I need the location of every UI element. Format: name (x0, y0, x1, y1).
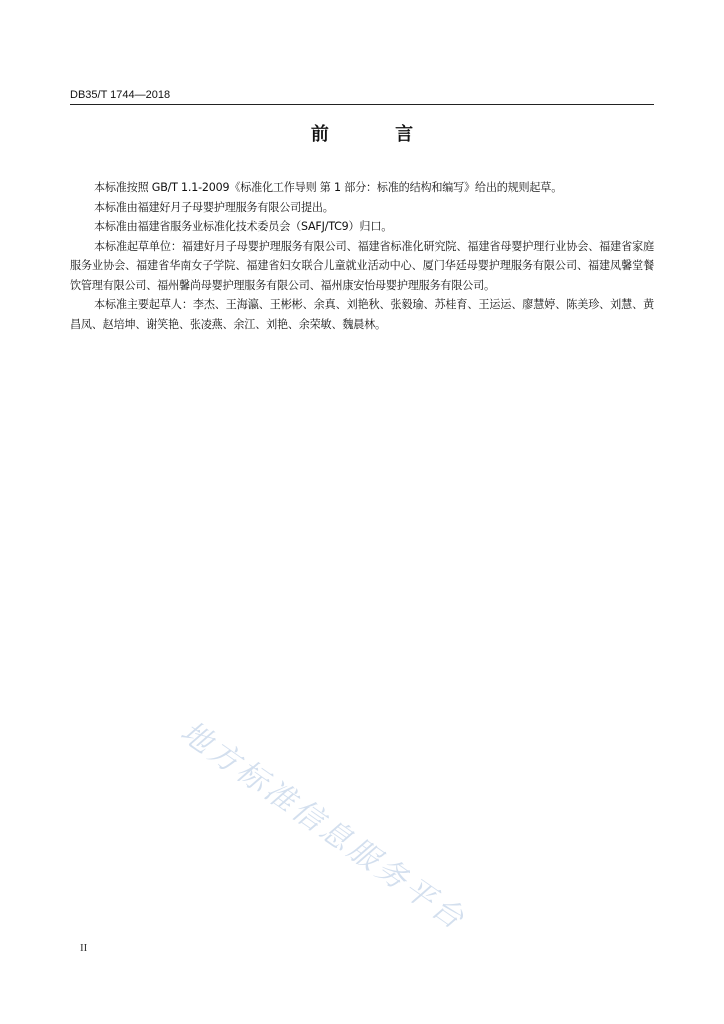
paragraph-committee: 本标准由福建省服务业标准化技术委员会（SAFJ/TC9）归口。 (94, 220, 393, 233)
paragraph-drafting-rules: 本标准按照 GB/T 1.1-2009《标准化工作导则 第 1 部分：标准的结构和编写》给出的规则起草。 (94, 181, 563, 194)
foreword-body (70, 178, 654, 334)
page-number: II (80, 942, 88, 954)
watermark: 地方标准信息服务平台 (173, 714, 473, 939)
paragraph-drafting-units: 本标准起草单位：福建好月子母婴护理服务有限公司、福建省标准化研究院、福建省母婴护理行业协会、福建省家庭服务业协会、福建省华南女子学院、福建省妇女联合儿童就业活动中心、厦门华廷母婴护理服务有限公司、福建凤馨堂餐饮管理有限公司、福州馨尚母婴护理服务有限公司、福州康安怡母婴护理服务有限公司。 (70, 239, 654, 292)
document-code: DB35/T 1744—2018 (70, 89, 171, 101)
section-title: 前 言 (310, 124, 444, 145)
paragraph-drafters: 本标准主要起草人：李杰、王海瀛、王彬彬、余真、刘艳秋、张毅瑜、苏桂育、王运运、廖慧婷、陈美珍、刘慧、黄昌凤、赵培坤、谢笑艳、张凌燕、余江、刘艳、余荣敏、魏晨林。 (70, 298, 654, 331)
paragraph-proposer: 本标准由福建好月子母婴护理服务有限公司提出。 (94, 200, 334, 214)
header-divider (70, 104, 654, 105)
